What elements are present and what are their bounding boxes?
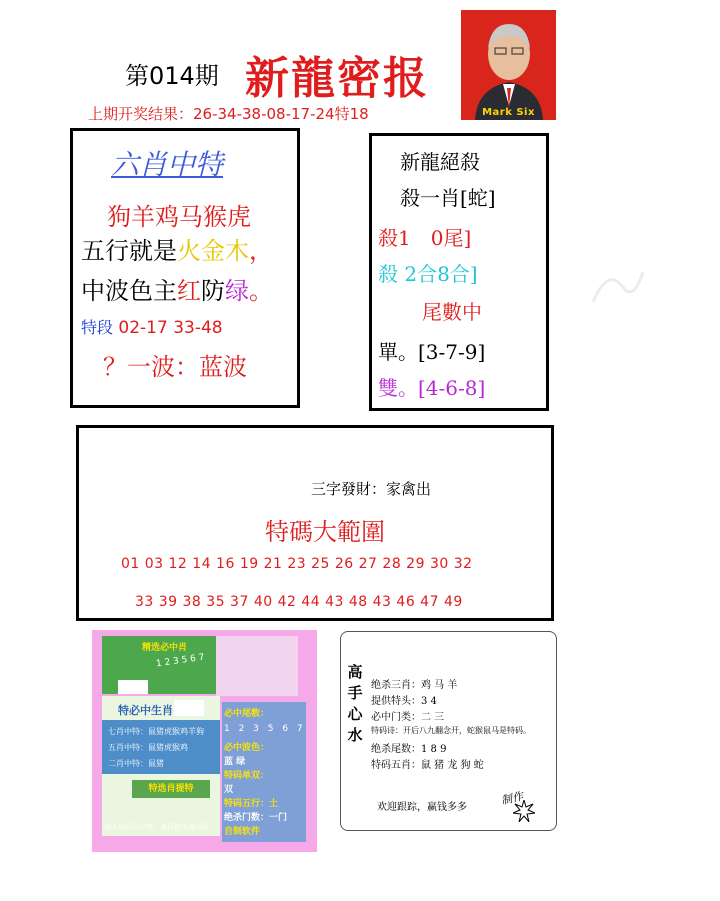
- pick-line-2: 必中门类：二 三: [371, 712, 445, 723]
- panel-title: 六肖中特: [111, 148, 224, 181]
- kill-title: 新龍絕殺: [400, 150, 480, 174]
- kill-tail: 殺1 0尾]: [378, 226, 472, 250]
- right-line-2: 蓝 绿: [224, 757, 246, 767]
- pick-line-3: 特码诗：开后八九翻念开，蛇猴鼠马是特码。: [371, 726, 531, 735]
- line-seven: 七肖中特：鼠猪虎猴鸡羊狗: [108, 727, 204, 736]
- blurred-area: [216, 636, 298, 696]
- wave-color-line: [81, 271, 273, 306]
- numbers-row-2: 33 39 38 35 37 40 42 44 43 48 43 46 47 49: [135, 594, 463, 610]
- special-range: [81, 315, 223, 338]
- left-panel: [102, 696, 220, 836]
- expert-picks-card: [340, 631, 557, 831]
- line-five: 五肖中特：鼠猪虎猴鸡: [108, 743, 188, 752]
- banner-subtitle: 1 2 3 5 6 7: [155, 652, 206, 670]
- six-zodiac-panel: [70, 128, 300, 408]
- right-line-0: 必中尾数：: [224, 709, 270, 719]
- kill-zodiac: 殺一肖[蛇]: [400, 186, 496, 210]
- zodiac-list: 狗羊鸡马猴虎: [107, 203, 251, 231]
- right-digits: 1 2 3 5 6 7: [224, 724, 306, 734]
- special-range-panel: [76, 425, 554, 621]
- kill-panel: [369, 133, 549, 411]
- right-line-5: 特码五行：土: [224, 799, 279, 809]
- brand-title: 新龍密报: [245, 53, 429, 104]
- wave-mid: 防: [201, 277, 225, 305]
- wave-main: 红: [177, 277, 201, 305]
- blank-field: [174, 700, 204, 716]
- white-tab: [118, 680, 148, 694]
- wave-guard: 绿: [225, 277, 249, 305]
- select-button: 特选肖提特: [132, 780, 210, 798]
- kill-combo: 殺 2合8合]: [378, 262, 478, 286]
- special-value: 02-17 33-48: [113, 318, 223, 338]
- follow-message: 欢迎跟踪，赢钱多多: [377, 802, 467, 813]
- prediction-lines: [102, 720, 220, 774]
- pick-line-4: 绝杀尾数：1 8 9: [371, 744, 447, 755]
- stamp-text: 制作: [499, 789, 525, 808]
- zodiac-software-graphic: [92, 630, 317, 852]
- tail-title: 尾數中: [422, 300, 482, 324]
- right-line-1: 必中波色：: [224, 743, 270, 753]
- one-wave: ？一波：蓝波: [103, 353, 247, 381]
- issue-number: 第014期: [125, 62, 219, 90]
- pick-line-5: 特码五肖：鼠 猪 龙 狗 蛇: [371, 760, 484, 771]
- portrait-photo: [461, 10, 556, 120]
- mark-six-logo: Mark Six: [482, 107, 535, 118]
- odd-tails: 單。[3-7-9]: [378, 340, 486, 364]
- last-draw-result: 上期开奖结果：26-34-38-08-17-24特18: [88, 105, 369, 123]
- five-elements-prefix: 五行就是: [81, 237, 177, 265]
- five-elements-line: [81, 231, 273, 266]
- watermark-icon: [588, 262, 648, 312]
- banner-title: 精选必中肖: [142, 643, 188, 653]
- range-title: 特碼大範圍: [265, 518, 385, 546]
- even-tails: 雙。[4-6-8]: [378, 376, 486, 400]
- fortune-slogan: 三字發財：家禽出: [311, 480, 432, 498]
- special-label: 特段: [81, 318, 114, 337]
- right-line-6: 绝杀门数：一门: [224, 813, 288, 823]
- person-icon: [461, 10, 556, 120]
- five-elements-suffix: ，: [249, 237, 273, 265]
- pick-line-0: 绝杀三肖：鸡 马 羊: [371, 680, 458, 691]
- wave-prefix: 中波色主: [81, 277, 177, 305]
- right-line-7: 自制软件: [224, 827, 261, 837]
- vertical-title: 高手心水: [347, 663, 363, 744]
- right-line-4: 双: [224, 785, 234, 795]
- maker-stamp: [491, 782, 545, 824]
- five-elements-value: 火金木: [177, 237, 249, 265]
- pick-line-1: 提供特头：3 4: [371, 696, 437, 707]
- line-two: 二肖中特：鼠猪: [108, 759, 164, 768]
- starburst-icon: [513, 800, 535, 822]
- poem-footer: 烽火城西百尺楼，黄昏独坐海风秋: [104, 823, 209, 831]
- left-panel-title: 特必中生肖: [118, 704, 173, 717]
- wave-end: 。: [249, 277, 273, 305]
- numbers-row-1: 01 03 12 14 16 19 21 23 25 26 27 28 29 30 32: [121, 556, 473, 572]
- right-line-3: 特码单双：: [224, 771, 270, 781]
- right-panel: [222, 702, 306, 842]
